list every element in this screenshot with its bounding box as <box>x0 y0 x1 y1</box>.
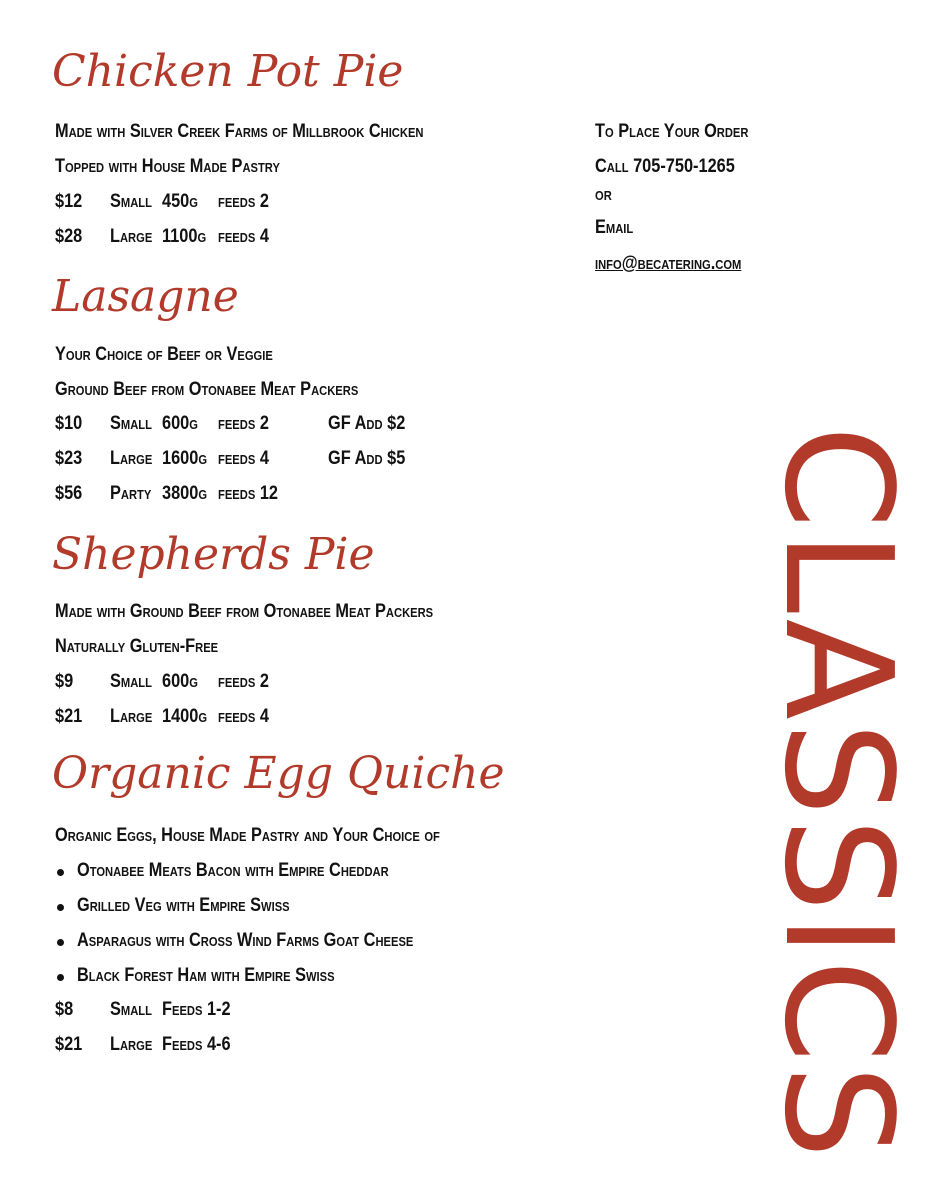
feeds: feeds 4 <box>218 706 269 727</box>
size: Large <box>110 448 153 469</box>
classics-vertical-title: CLASSICS <box>752 425 924 1161</box>
feeds: Feeds 1-2 <box>162 999 231 1020</box>
weight: 450g <box>162 191 198 212</box>
gluten-free-surcharge: GF Add $2 <box>328 413 406 434</box>
size: Large <box>110 1034 153 1055</box>
weight: 600g <box>162 413 198 434</box>
shepherds-pie-title: Shepherds Pie <box>52 529 375 580</box>
weight: 1600g <box>162 448 208 469</box>
gluten-free-surcharge: GF Add $5 <box>328 448 406 469</box>
price: $23 <box>55 448 83 469</box>
price: $21 <box>55 706 83 727</box>
shepherds-pie-price-row-small <box>55 670 475 694</box>
bullet-icon <box>57 904 64 911</box>
feeds: feeds 12 <box>218 483 278 504</box>
chicken-pot-pie-price-row-large <box>55 225 475 249</box>
lasagne-description-2: Ground Beef from Otonabee Meat Packers <box>55 379 359 400</box>
chicken-pot-pie-price-row-small <box>55 190 475 214</box>
lasagne-title: Lasagne <box>52 271 239 322</box>
price: $28 <box>55 226 83 247</box>
quiche-option-label: Grilled Veg with Empire Swiss <box>77 895 290 916</box>
weight: 1100g <box>162 226 207 247</box>
feeds: feeds 2 <box>218 191 269 212</box>
chicken-pot-pie-description-1: Made with Silver Creek Farms of Millbrook Chicken <box>55 121 424 142</box>
price: $8 <box>55 999 74 1020</box>
feeds: feeds 2 <box>218 413 269 434</box>
size: Small <box>110 191 152 212</box>
lasagne-price-row-small <box>55 412 475 436</box>
feeds: feeds 4 <box>218 448 269 469</box>
bullet-icon <box>57 939 64 946</box>
lasagne-price-row-party <box>55 482 475 506</box>
order-email-link[interactable]: info@becatering.com <box>595 253 742 274</box>
weight: 3800g <box>162 483 208 504</box>
shepherds-pie-price-row-large <box>55 705 475 729</box>
size: Party <box>110 483 152 504</box>
lasagne-description-1: Your Choice of Beef or Veggie <box>55 344 273 365</box>
chicken-pot-pie-description-2: Topped with House Made Pastry <box>55 156 280 177</box>
quiche-price-row-large <box>55 1033 475 1057</box>
price: $10 <box>55 413 83 434</box>
quiche-title: Organic Egg Quiche <box>52 748 505 799</box>
feeds: feeds 2 <box>218 671 269 692</box>
bullet-icon <box>57 869 64 876</box>
price: $56 <box>55 483 83 504</box>
shepherds-pie-description-2: Naturally Gluten-Free <box>55 636 219 657</box>
order-heading: To Place Your Order <box>595 121 749 142</box>
quiche-option-label: Asparagus with Cross Wind Farms Goat Cheese <box>77 930 414 951</box>
shepherds-pie-description-1: Made with Ground Beef from Otonabee Meat Packers <box>55 601 434 622</box>
bullet-icon <box>57 974 64 981</box>
chicken-pot-pie-title: Chicken Pot Pie <box>52 46 404 97</box>
price: $12 <box>55 191 83 212</box>
order-email-label: Email <box>595 217 634 238</box>
weight: 600g <box>162 671 198 692</box>
quiche-price-row-small <box>55 998 475 1022</box>
feeds: feeds 4 <box>218 226 269 247</box>
feeds: Feeds 4-6 <box>162 1034 231 1055</box>
quiche-option-label: Black Forest Ham with Empire Swiss <box>77 965 335 986</box>
size: Large <box>110 226 153 247</box>
order-or: or <box>595 184 612 205</box>
size: Small <box>110 671 152 692</box>
order-phone[interactable]: Call 705-750-1265 <box>595 156 735 177</box>
quiche-option-label: Otonabee Meats Bacon with Empire Cheddar <box>77 860 389 881</box>
size: Large <box>110 706 153 727</box>
quiche-description: Organic Eggs, House Made Pastry and Your Choice of <box>55 825 440 846</box>
size: Small <box>110 999 152 1020</box>
weight: 1400g <box>162 706 208 727</box>
price: $21 <box>55 1034 83 1055</box>
size: Small <box>110 413 152 434</box>
lasagne-price-row-large <box>55 447 475 471</box>
price: $9 <box>55 671 74 692</box>
